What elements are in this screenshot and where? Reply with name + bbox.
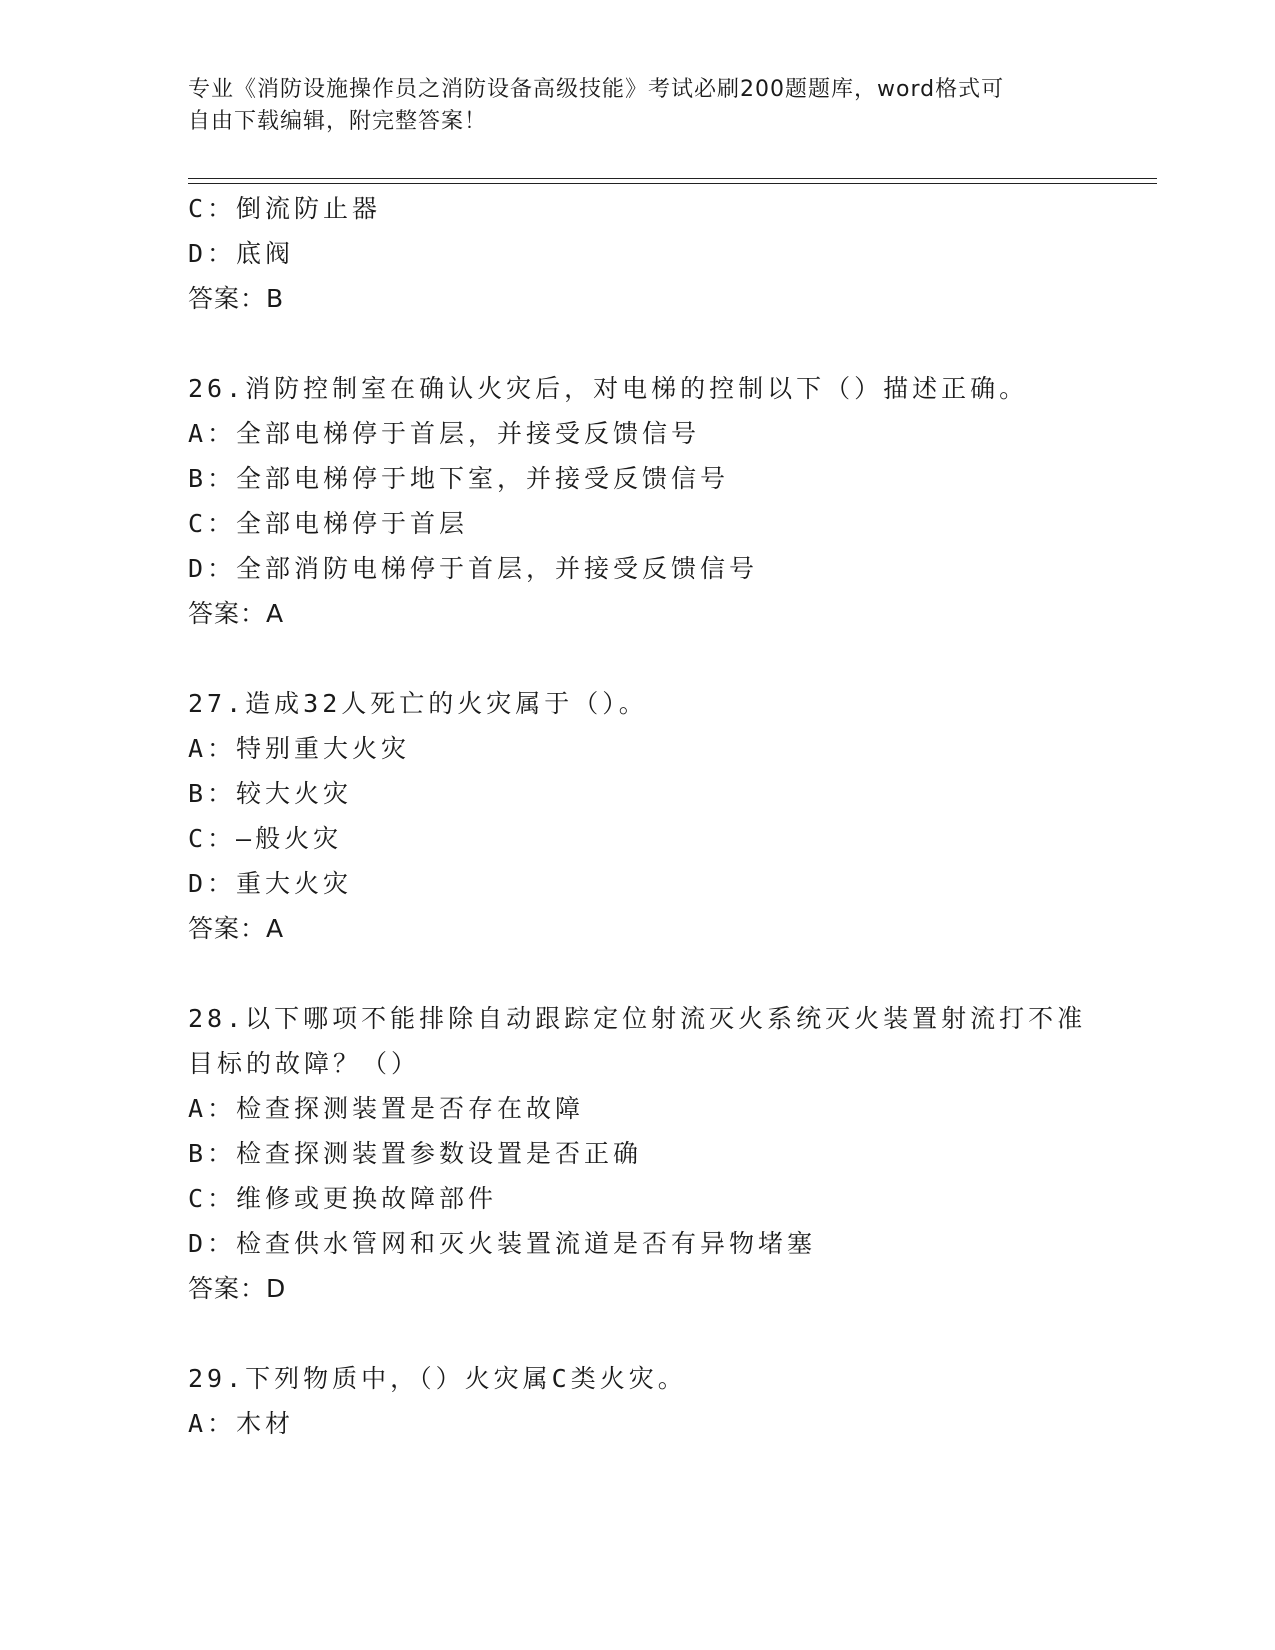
- q27-option-c: C：—般火灾: [188, 824, 343, 853]
- q25-option-c: C：倒流防止器: [188, 194, 382, 223]
- header-line-2: 自由下载编辑，附完整答案！: [188, 109, 488, 134]
- q29-option-a: A：木材: [188, 1409, 295, 1438]
- q26-option-a: A：全部电梯停于首层，并接受反馈信号: [188, 419, 701, 448]
- q29-question: 29.下列物质中，（）火灾属C类火灾。: [188, 1364, 687, 1393]
- header-divider-top: [188, 178, 1157, 179]
- q26-answer: 答案：A: [188, 599, 285, 628]
- q28-question-line-1: 28.以下哪项不能排除自动跟踪定位射流灭火系统灭火装置射流打不准: [188, 1004, 1087, 1033]
- q27-question: 27.造成32人死亡的火灾属于（）。: [188, 689, 648, 718]
- q27-answer: 答案：A: [188, 914, 285, 943]
- q28-option-d: D：检查供水管网和灭火装置流道是否有异物堵塞: [188, 1229, 817, 1258]
- q28-option-c: C：维修或更换故障部件: [188, 1184, 498, 1213]
- q28-question-line-2: 目标的故障？（）: [188, 1049, 421, 1078]
- q27-option-d: D：重大火灾: [188, 869, 353, 898]
- q25-option-d: D：底阀: [188, 239, 295, 268]
- page-header: [188, 74, 1088, 138]
- q28-option-a: A：检查探测装置是否存在故障: [188, 1094, 585, 1123]
- q28-answer: 答案：D: [188, 1274, 287, 1303]
- q26-option-c: C：全部电梯停于首层: [188, 509, 469, 538]
- q26-option-d: D：全部消防电梯停于首层，并接受反馈信号: [188, 554, 759, 583]
- q26-option-b: B：全部电梯停于地下室，并接受反馈信号: [188, 464, 730, 493]
- q27-option-b: B：较大火灾: [188, 779, 353, 808]
- header-divider-bottom: [188, 183, 1157, 184]
- header-line-1: 专业《消防设施操作员之消防设备高级技能》考试必刷200题题库，word格式可: [188, 77, 1005, 102]
- q25-answer: 答案：B: [188, 284, 285, 313]
- q27-option-a: A：特别重大火灾: [188, 734, 411, 763]
- q28-option-b: B：检查探测装置参数设置是否正确: [188, 1139, 643, 1168]
- q26-question: 26.消防控制室在确认火灾后，对电梯的控制以下（）描述正确。: [188, 374, 1029, 403]
